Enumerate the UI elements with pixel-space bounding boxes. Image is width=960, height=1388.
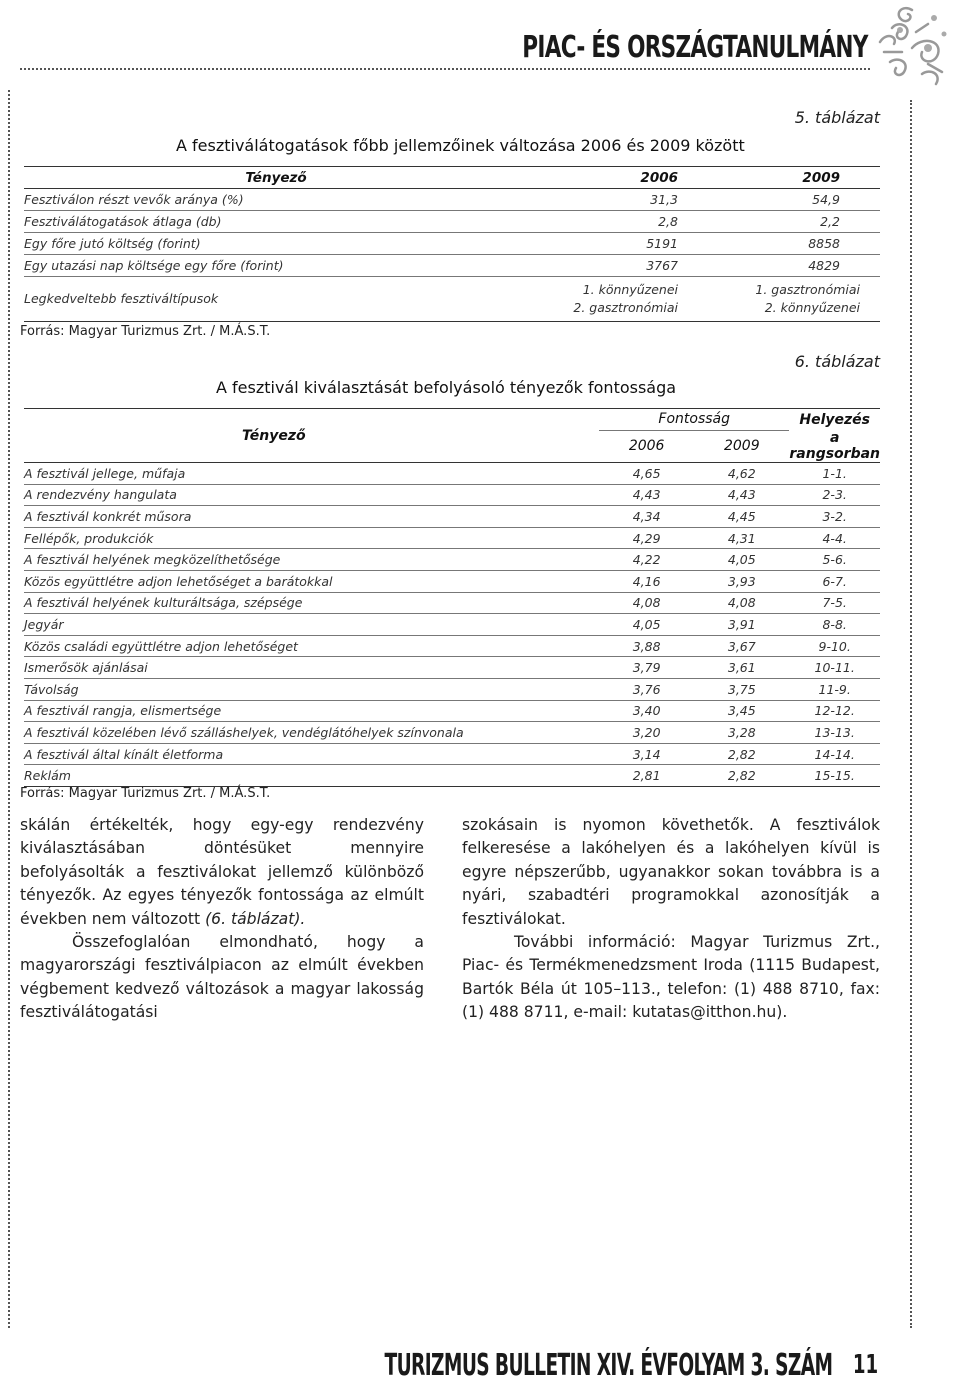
table6-cell-2006: 4,65 (599, 463, 694, 485)
table6-cell-2006: 2,81 (599, 765, 694, 787)
table6-cell-2006: 4,34 (599, 506, 694, 528)
table5-cell-2009: 54,9 (678, 189, 880, 211)
folk-flower-ornament-icon (872, 2, 952, 94)
table-row (24, 635, 880, 657)
table5-cell-label: Fesztiválátogatások átlaga (db) (24, 211, 528, 233)
table6-cell-2009: 4,08 (694, 592, 789, 614)
table6-body (24, 409, 880, 787)
table6-cell-rank: 14-14. (789, 743, 880, 765)
table6-number: 6. táblázat (794, 352, 880, 371)
table-row (24, 657, 880, 679)
table5-cell-label: Fesztiválon részt vevők aránya (%) (24, 189, 528, 211)
publication-footer: TURIZMUS BULLETIN XIV. ÉVFOLYAM 3. SZÁM (384, 1348, 832, 1383)
table6-cell-rank: 12-12. (789, 700, 880, 722)
table-row (24, 484, 880, 506)
table6-cell-factor: A fesztivál helyének megközelíthetősége (24, 549, 599, 571)
table6-cell-rank: 7-5. (789, 592, 880, 614)
table-row (24, 211, 880, 233)
table6-cell-rank: 1-1. (789, 463, 880, 485)
table6-cell-factor: A rendezvény hangulata (24, 484, 599, 506)
table6-cell-factor: A fesztivál rangja, elismertsége (24, 700, 599, 722)
table-row (24, 765, 880, 787)
table-row (24, 700, 880, 722)
table5-cell-label: Egy főre jutó költség (forint) (24, 233, 528, 255)
body-left-p1-text: skálán értékelték, hogy egy-egy rendezvény kiválasztásában döntésüket mennyire befolyásolták a fesztiválokat jellemző különböző tényezők. Az egyes tényezők fontossága az elmúlt években nem változott (20, 816, 424, 928)
table-row (24, 506, 880, 528)
table6-cell-factor: Jegyár (24, 614, 599, 636)
table6-cell-2006: 3,79 (599, 657, 694, 679)
table6-cell-rank: 11-9. (789, 679, 880, 701)
table6-cell-2006: 4,16 (599, 571, 694, 593)
table6 (24, 408, 880, 787)
table6-header-2009: 2009 (694, 430, 789, 463)
body-left-paragraph-2: Összefoglalóan elmondható, hogy a magyarországi fesztiválpiacon az elmúlt években végbement kedvező változások a magyar lakosság fesztiválátogatási (20, 933, 424, 1022)
table6-cell-2009: 4,45 (694, 506, 789, 528)
table6-cell-2006: 3,88 (599, 635, 694, 657)
table6-cell-factor: A fesztivál által kínált életforma (24, 743, 599, 765)
table6-source: Forrás: Magyar Turizmus Zrt. / M.Á.S.T. (20, 786, 271, 801)
table5-header-2009: 2009 (678, 167, 880, 189)
table6-cell-factor: Fellépők, produkciók (24, 527, 599, 549)
table6-cell-2006: 3,76 (599, 679, 694, 701)
table-row (24, 592, 880, 614)
table6-cell-rank: 5-6. (789, 549, 880, 571)
table6-cell-rank: 8-8. (789, 614, 880, 636)
body-right-column (462, 814, 880, 1025)
table6-cell-rank: 9-10. (789, 635, 880, 657)
table6-cell-rank: 10-11. (789, 657, 880, 679)
table5-cell-2009: 8858 (678, 233, 880, 255)
table5-header-row (24, 167, 880, 189)
table6-header-row (24, 409, 880, 431)
table5-cell-2006: 5191 (528, 233, 678, 255)
table6-cell-2009: 3,93 (694, 571, 789, 593)
table5 (24, 166, 880, 322)
table5-cell-2009: 2,2 (678, 211, 880, 233)
table5-header-2006: 2006 (528, 167, 678, 189)
table6-header-rank-line1: Helyezés (789, 409, 880, 431)
table5-number: 5. táblázat (794, 108, 880, 127)
table6-cell-2009: 3,28 (694, 722, 789, 744)
table6-header-factor: Tényező (24, 409, 599, 463)
table6-cell-rank: 2-3. (789, 484, 880, 506)
table6-cell-2006: 3,40 (599, 700, 694, 722)
table6-cell-2009: 3,45 (694, 700, 789, 722)
table6-cell-2006: 4,29 (599, 527, 694, 549)
table5-2009-line2: 2. könnyűzenei (764, 300, 860, 315)
table-row (24, 722, 880, 744)
left-dotted-rule (8, 90, 10, 1328)
table5-cell-2006 (528, 277, 678, 322)
table6-cell-factor: Közös családi együttlétre adjon lehetőséget (24, 635, 599, 657)
table5-cell-2006: 3767 (528, 255, 678, 277)
table6-cell-2009: 2,82 (694, 765, 789, 787)
table5-2009-line1: 1. gasztronómiai (755, 282, 860, 297)
table5-title: A fesztiválátogatások főbb jellemzőinek változása 2006 és 2009 között (176, 136, 745, 155)
header-dotted-rule (20, 68, 870, 70)
table6-cell-factor: Közös együttlétre adjon lehetőséget a barátokkal (24, 571, 599, 593)
table6-reference: (6. táblázat). (205, 909, 306, 928)
table-row (24, 527, 880, 549)
table5-2006-line1: 1. könnyűzenei (582, 282, 678, 297)
table6-cell-2009: 3,67 (694, 635, 789, 657)
table5-cell-2006: 2,8 (528, 211, 678, 233)
table6-cell-2006: 4,08 (599, 592, 694, 614)
table5-cell-2009 (678, 277, 880, 322)
table6-cell-2009: 4,31 (694, 527, 789, 549)
table6-cell-factor: A fesztivál közelében lévő szálláshelyek, vendéglátóhelyek színvonala (24, 722, 599, 744)
table5-cell-2006: 31,3 (528, 189, 678, 211)
table6-cell-factor: A fesztivál konkrét műsora (24, 506, 599, 528)
table6-cell-2006: 4,43 (599, 484, 694, 506)
section-title: PIAC- ÉS ORSZÁGTANULMÁNY (522, 30, 868, 65)
table6-cell-2006: 3,20 (599, 722, 694, 744)
table6-cell-factor: Reklám (24, 765, 599, 787)
table-row (24, 743, 880, 765)
table6-cell-rank: 4-4. (789, 527, 880, 549)
table6-cell-factor: A fesztivál helyének kulturáltsága, szépsége (24, 592, 599, 614)
table-row (24, 189, 880, 211)
table-row (24, 255, 880, 277)
table-row (24, 679, 880, 701)
table6-cell-2009: 2,82 (694, 743, 789, 765)
body-left-paragraph-1 (20, 814, 424, 931)
table-row (24, 614, 880, 636)
table6-header-rank-line2: a rangsorban (789, 430, 881, 463)
table6-cell-2009: 4,43 (694, 484, 789, 506)
table6-cell-rank: 15-15. (789, 765, 880, 787)
table6-cell-2009: 3,91 (694, 614, 789, 636)
table-row (24, 277, 880, 322)
table6-cell-rank: 3-2. (789, 506, 880, 528)
table6-header-2006: 2006 (599, 430, 694, 463)
body-right-paragraph-1: szokásain is nyomon követhetők. A fesztiválok felkeresése a lakóhelyen és a lakóhelyen kívül is egyre népszerűbb, ugyanakkor sokan továbbra is a nyári, szabadtéri programokkal azonosítják a fesztiválokat. (462, 816, 880, 928)
table5-cell-2009: 4829 (678, 255, 880, 277)
table6-header-importance: Fontosság (599, 409, 789, 431)
table6-title: A fesztivál kiválasztását befolyásoló tényezők fontossága (216, 378, 677, 397)
table5-cell-label: Egy utazási nap költsége egy főre (forint) (24, 255, 528, 277)
table-row (24, 549, 880, 571)
table-row (24, 463, 880, 485)
table6-cell-factor: Távolság (24, 679, 599, 701)
table5-source: Forrás: Magyar Turizmus Zrt. / M.Á.S.T. (20, 324, 271, 339)
table5-cell-label: Legkedveltebb fesztiváltípusok (24, 277, 528, 322)
table6-cell-rank: 6-7. (789, 571, 880, 593)
table5-body (24, 189, 880, 322)
right-dotted-rule (910, 100, 912, 1328)
page-number: 11 (852, 1350, 878, 1380)
table5-header-factor: Tényező (24, 167, 528, 189)
table-row (24, 571, 880, 593)
body-left-column (20, 814, 424, 1025)
table6-cell-2009: 4,05 (694, 549, 789, 571)
table6-cell-2006: 4,05 (599, 614, 694, 636)
table6-cell-2009: 3,61 (694, 657, 789, 679)
body-right-paragraph-2: További információ: Magyar Turizmus Zrt., Piac- és Termékmenedzsment Iroda (1115 Budapest, Bartók Béla út 105–113., telefon: (1) 488 8710, fax: (1) 488 8711, e-mail: kutatas@itthon.hu). (462, 933, 880, 1022)
table6-cell-factor: A fesztivál jellege, műfaja (24, 463, 599, 485)
table-row (24, 233, 880, 255)
table6-cell-2006: 4,22 (599, 549, 694, 571)
table5-2006-line2: 2. gasztronómiai (573, 300, 678, 315)
table6-cell-factor: Ismerősök ajánlásai (24, 657, 599, 679)
table6-cell-rank: 13-13. (789, 722, 880, 744)
table6-cell-2009: 3,75 (694, 679, 789, 701)
table6-cell-2009: 4,62 (694, 463, 789, 485)
table6-cell-2006: 3,14 (599, 743, 694, 765)
